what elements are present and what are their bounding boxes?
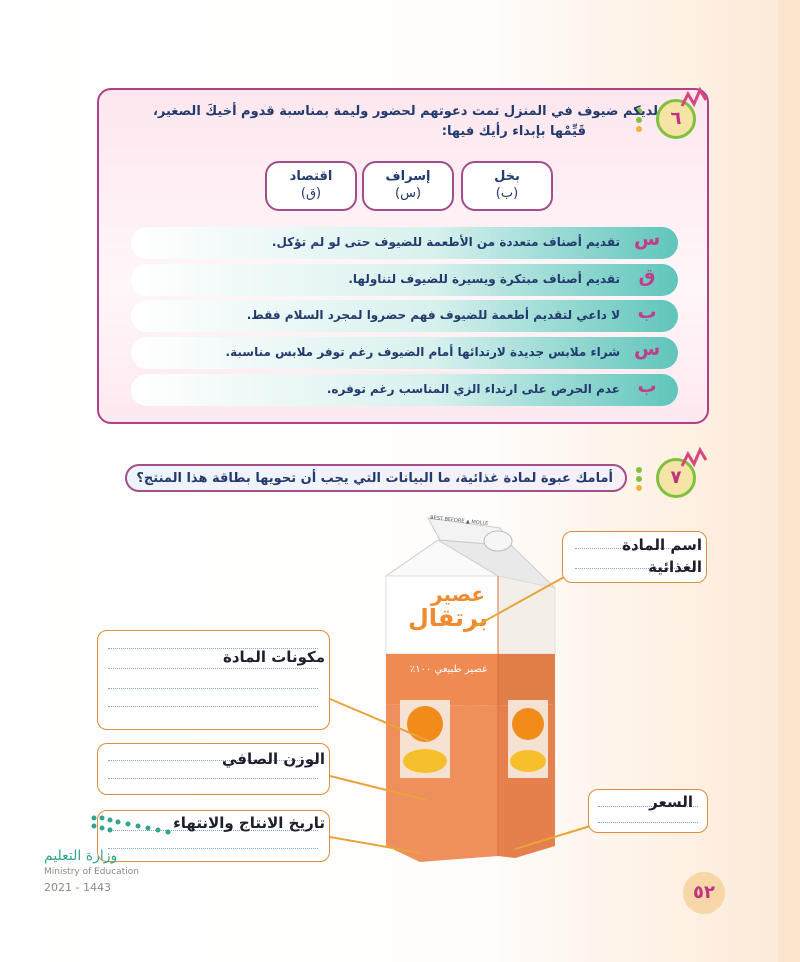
option-letter: (س) (394, 186, 422, 201)
carton-subtitle: عصير طبيعي ١٠٠٪ (409, 664, 488, 675)
page-number-badge (683, 872, 725, 914)
dotted-line (108, 668, 318, 669)
option-chip-bukhl (461, 161, 553, 211)
statement-text: تقديم أصناف متعددة من الأطعمة للضيوف حتى لو لم تؤكل. (271, 235, 620, 249)
question-7-text: أمامك عبوة لمادة غذائية، ما البيانات التي يجب أن تحويها بطاقة هذا المنتج؟ (136, 471, 613, 486)
question-6-text-line-1: لديكم ضيوف في المنزل تمت دعوتهم لحضور وليمة بمناسبة قدوم أخيكَ الصغير، (152, 104, 658, 119)
statement-row (131, 337, 678, 369)
option-chip-israf (362, 161, 454, 211)
option-word: إسراف (385, 169, 431, 184)
answer-letter: س (634, 228, 661, 250)
statement-row (131, 264, 678, 296)
dotted-line (598, 822, 698, 823)
carton-brand-line-1: عصير (431, 582, 485, 606)
answer-letter: س (634, 338, 661, 360)
statement-row (131, 227, 678, 259)
net-weight-label: الوزن الصافي (221, 750, 325, 768)
juice-carton (380, 506, 570, 864)
answer-letter: ب (637, 375, 657, 397)
carton-top-text: BEST BEFORE ▲ MOLLE (429, 514, 489, 528)
edition-year: 2021 - 1443 (44, 881, 111, 894)
option-word: بخل (494, 169, 520, 184)
ingredients-box (97, 630, 330, 730)
question-6-number: ٦ (670, 108, 682, 129)
statement-row (131, 374, 678, 406)
ministry-logo-icon (88, 812, 184, 842)
food-name-label-1: اسم المادة (622, 536, 702, 554)
statement-row (131, 300, 678, 332)
question-7-number: ٧ (670, 467, 682, 488)
answer-letter: ق (638, 265, 656, 287)
price-label: السعر (649, 793, 693, 811)
question-6-text-line-2: قَيِّمْها بإبداء رأيك فيها: (441, 124, 586, 139)
question-7-pill (125, 464, 627, 492)
page-edge-band (778, 0, 800, 962)
ministry-name-en: Ministry of Education (44, 867, 139, 877)
statement-text: تقديم أصناف مبتكرة ويسيرة للضيوف لتناولها. (348, 272, 620, 286)
dotted-line (108, 848, 318, 849)
page-number: ٥٢ (693, 882, 715, 903)
option-word: اقتصاد (289, 169, 333, 184)
statement-text: لا داعي لتقديم أطعمة للضيوف فهم حضروا لمجرد السلام فقط. (246, 308, 620, 322)
ministry-name-ar: وزارة التعليم (44, 848, 118, 864)
option-chip-iqtisad (265, 161, 357, 211)
question-7-dots (636, 467, 642, 494)
squiggle-icon (680, 86, 710, 112)
ingredients-label: مكونات المادة (223, 648, 325, 666)
answer-letter: ب (637, 301, 657, 323)
dates-label: تاريخ الانتاج والانتهاء (173, 814, 325, 832)
statement-text: شراء ملابس جديدة لارتدائها أمام الضيوف رغم توفر ملابس مناسبة. (225, 345, 620, 359)
statement-text: عدم الحرص على ارتداء الزي المناسب رغم توفره. (326, 382, 620, 396)
squiggle-icon (680, 446, 710, 472)
dotted-line (108, 778, 318, 779)
option-letter: (ق) (300, 186, 322, 201)
food-name-label-2: الغذائية (648, 558, 702, 576)
dotted-line (108, 688, 318, 689)
dotted-line (108, 706, 318, 707)
carton-brand-line-2: برتقال (407, 604, 488, 632)
option-letter: (ب) (495, 186, 519, 201)
